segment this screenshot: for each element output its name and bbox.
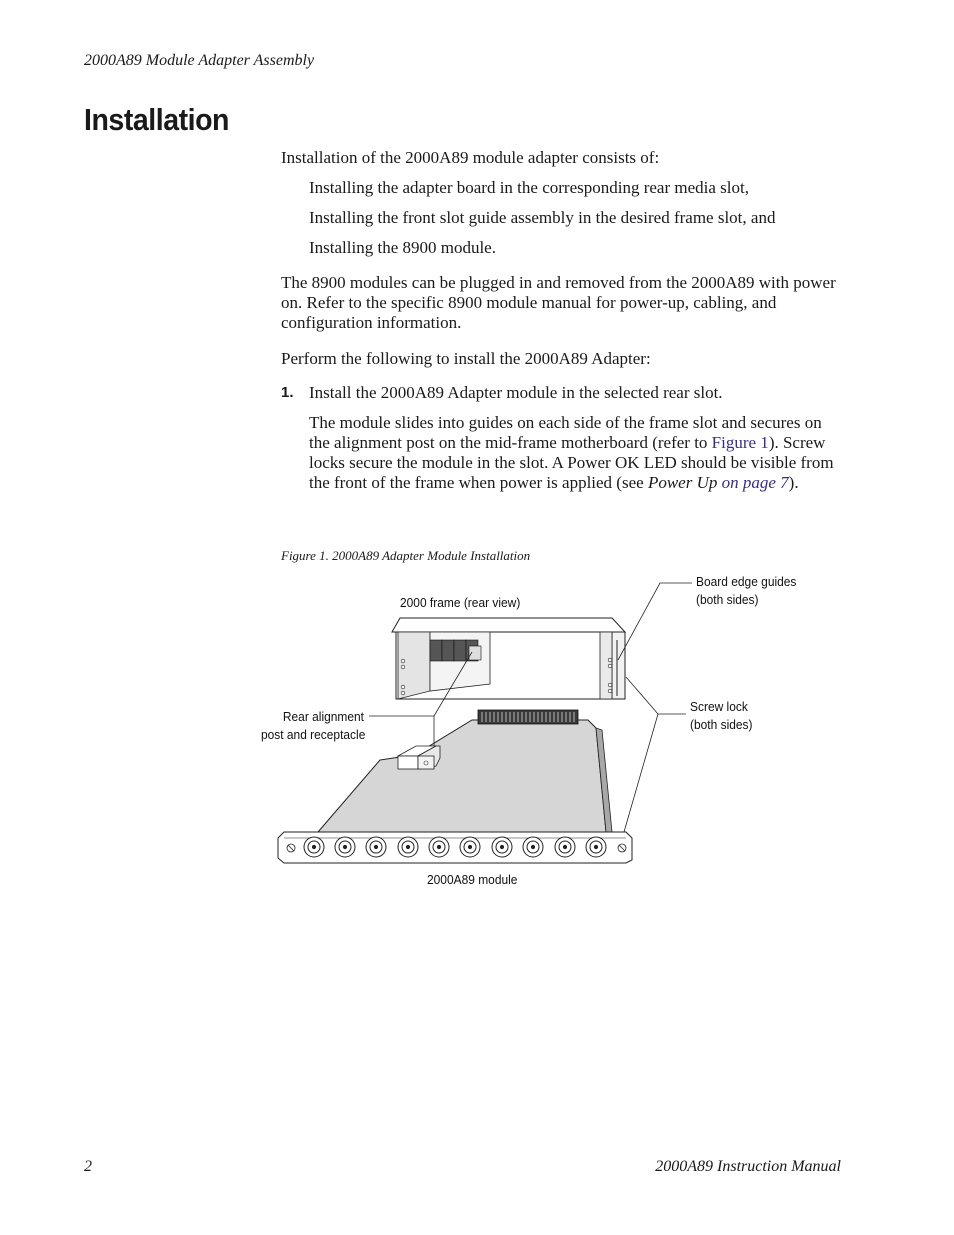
figure-1-link[interactable]: Figure 1	[711, 433, 769, 452]
step-text: Install the 2000A89 Adapter module in the selected rear slot.	[309, 383, 723, 402]
bnc-rear-panel	[278, 832, 632, 863]
callout-line: Screw lock	[690, 699, 748, 714]
callout-frame: 2000 frame (rear view)	[400, 595, 521, 610]
sub-list-item: Installing the 8900 module.	[309, 238, 496, 257]
step-number: 1.	[281, 384, 294, 401]
callout-line: Board edge guides	[696, 574, 797, 589]
power-paragraph: The 8900 modules can be plugged in and removed from the 2000A89 with power on. Refer to the specific 8900 module manual for power-up, cabling, and configuration information.	[281, 273, 836, 332]
body-column	[281, 148, 846, 493]
running-header: 2000A89 Module Adapter Assembly	[84, 52, 315, 69]
step-detail-text: ). Screw locks secure the module in the slot. A Power OK LED should be visible from the front of the frame when power is applied (see	[309, 433, 834, 492]
step-1	[281, 383, 846, 403]
footer-manual-title: 2000A89 Instruction Manual	[655, 1158, 841, 1175]
installation-sub-list	[309, 178, 846, 258]
callout-module: 2000A89 module	[427, 872, 518, 887]
callout-board-edge-guides	[696, 573, 796, 609]
callout-line: (both sides)	[690, 717, 753, 732]
intro-paragraph: Installation of the 2000A89 module adapter consists of:	[281, 148, 660, 167]
step-detail-text: ).	[788, 473, 799, 492]
callout-line: Rear alignment	[282, 709, 364, 724]
sub-list-item: Installing the front slot guide assembly in the desired frame slot, and	[309, 208, 776, 227]
callout-rear-alignment	[261, 708, 364, 744]
perform-paragraph: Perform the following to install the 2000A89 Adapter:	[281, 349, 651, 368]
page-7-link[interactable]: on page 7	[717, 473, 789, 492]
step-1-detail	[309, 413, 846, 493]
power-up-xref-title: Power Up	[647, 473, 718, 492]
alignment-receptacle	[398, 746, 440, 769]
callout-line: (both sides)	[696, 592, 759, 607]
page-number: 2	[84, 1158, 92, 1175]
callout-screw-lock	[690, 698, 752, 734]
board-header-connector	[478, 710, 578, 724]
callout-line: post and receptacle	[260, 727, 366, 742]
figure-1-illustration	[240, 570, 820, 900]
section-title: Installation	[84, 102, 230, 137]
step-detail-text: The module slides into guides on each side of the frame slot and secures on the alignment post on the mid-frame motherboard (refer to	[309, 413, 822, 452]
frame-slot-connectors	[430, 640, 481, 661]
sub-list-item: Installing the adapter board in the corresponding rear media slot,	[309, 178, 749, 197]
figure-caption: Figure 1. 2000A89 Adapter Module Installation	[281, 548, 531, 563]
